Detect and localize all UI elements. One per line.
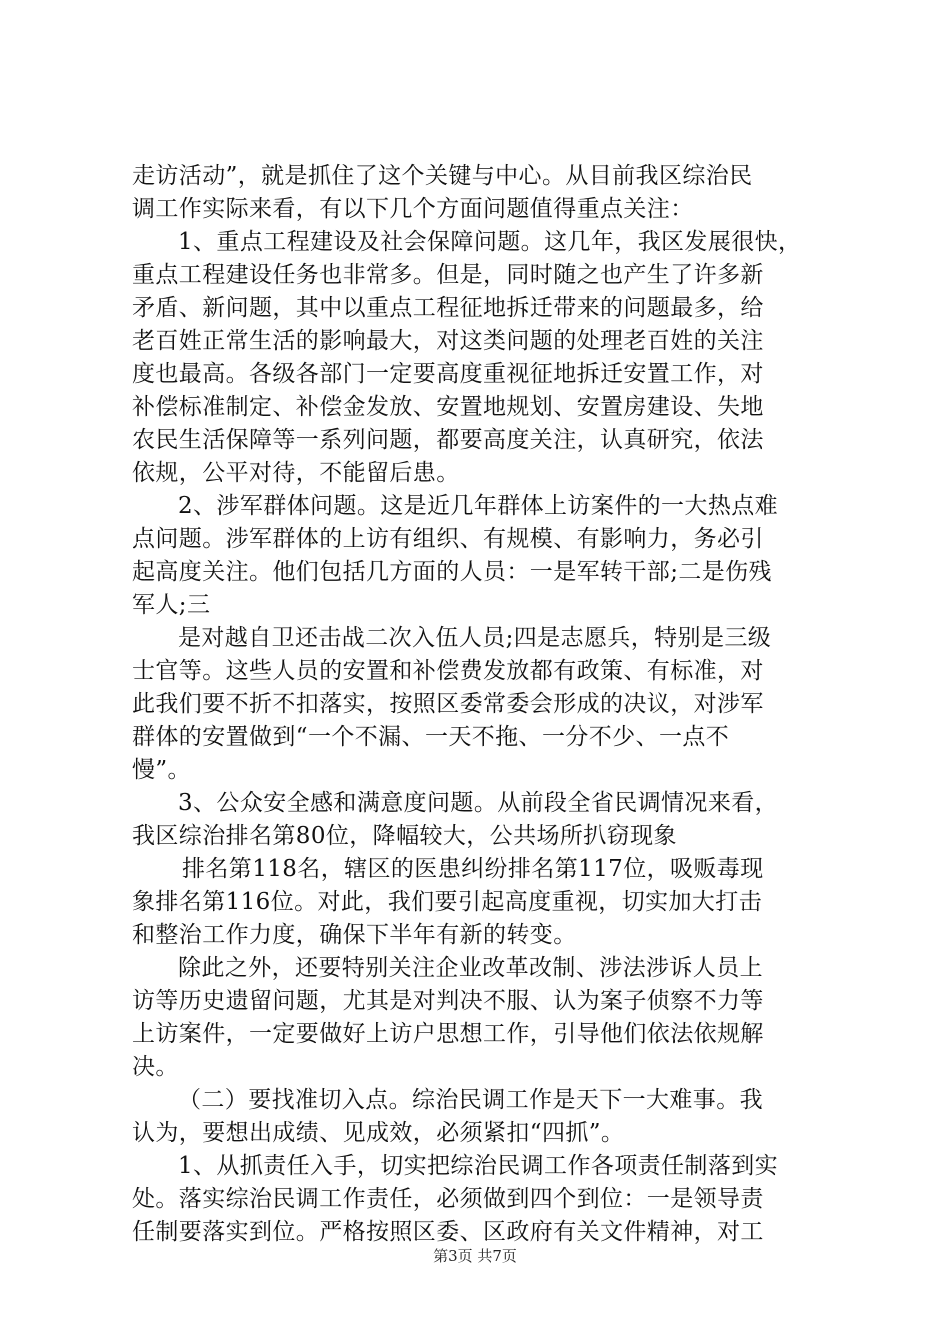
text-line: 走访活动”，就是抓住了这个关键与中心。从目前我区综治民 <box>132 163 753 189</box>
text-line: 起高度关注。他们包括几方面的人员：一是军转干部;二是伤残 <box>132 559 772 585</box>
text-line: 调工作实际来看，有以下几个方面问题值得重点关注： <box>132 196 694 222</box>
text-line: 农民生活保障等一系列问题，都要高度关注，认真研究，依法 <box>132 427 764 453</box>
text-line: 此我们要不折不扣落实，按照区委常委会形成的决议，对涉军 <box>132 691 764 717</box>
document-body <box>132 160 832 1249</box>
text-line: 上访案件，一定要做好上访户思想工作，引导他们依法依规解 <box>132 1021 764 1047</box>
text-line: 群体的安置做到“一个不漏、一天不拖、一分不少、一点不 <box>132 724 730 750</box>
text-line: 2、涉军群体问题。这是近几年群体上访案件的一大热点难 <box>178 493 779 519</box>
page-footer: 第3页 共7页 <box>433 1247 517 1265</box>
text-line: 是对越自卫还击战二次入伍人员;四是志愿兵，特别是三级 <box>178 625 772 651</box>
text-line: 重点工程建设任务也非常多。但是，同时随之也产生了许多新 <box>132 262 764 288</box>
text-line: 我区综治排名第80位，降幅较大，公共场所扒窃现象 <box>132 823 677 849</box>
text-line: 依规，公平对待，不能留后患。 <box>132 460 460 486</box>
text-line: 象排名第116位。对此，我们要引起高度重视，切实加大打击 <box>132 889 763 915</box>
text-line: 军人;三 <box>132 592 211 618</box>
text-line: 1、从抓责任入手，切实把综治民调工作各项责任制落到实 <box>178 1153 779 1179</box>
text-line: 访等历史遗留问题，尤其是对判决不服、认为案子侦察不力等 <box>132 988 764 1014</box>
text-line: 老百姓正常生活的影响最大，对这类问题的处理老百姓的关注 <box>132 328 764 354</box>
text-line: 认为，要想出成绩、见成效，必须紧扣“四抓”。 <box>132 1120 625 1146</box>
text-line: 任制要落实到位。严格按照区委、区政府有关文件精神，对工 <box>132 1219 764 1245</box>
text-line: （二）要找准切入点。综治民调工作是天下一大难事。我 <box>178 1087 763 1113</box>
text-line: 决。 <box>132 1054 179 1080</box>
text-line: 士官等。这些人员的安置和补偿费发放都有政策、有标准，对 <box>132 658 764 684</box>
text-line: 慢”。 <box>132 757 191 783</box>
text-line: 和整治工作力度，确保下半年有新的转变。 <box>132 922 577 948</box>
text-line: 矛盾、新问题，其中以重点工程征地拆迁带来的问题最多，给 <box>132 295 764 321</box>
text-line: 排名第118名，辖区的医患纠纷排名第117位，吸贩毒现 <box>182 856 764 882</box>
text-line: 度也最高。各级各部门一定要高度重视征地拆迁安置工作，对 <box>132 361 764 387</box>
text-line: 处。落实综治民调工作责任，必须做到四个到位：一是领导责 <box>132 1186 764 1212</box>
text-line: 3、公众安全感和满意度问题。从前段全省民调情况来看， <box>178 790 779 816</box>
text-line: 除此之外，还要特别关注企业改革改制、涉法涉诉人员上 <box>178 955 763 981</box>
text-line: 1、重点工程建设及社会保障问题。这几年，我区发展很快， <box>178 229 802 255</box>
text-line: 点问题。涉军群体的上访有组织、有规模、有影响力，务必引 <box>132 526 764 552</box>
text-line: 补偿标准制定、补偿金发放、安置地规划、安置房建设、失地 <box>132 394 764 420</box>
